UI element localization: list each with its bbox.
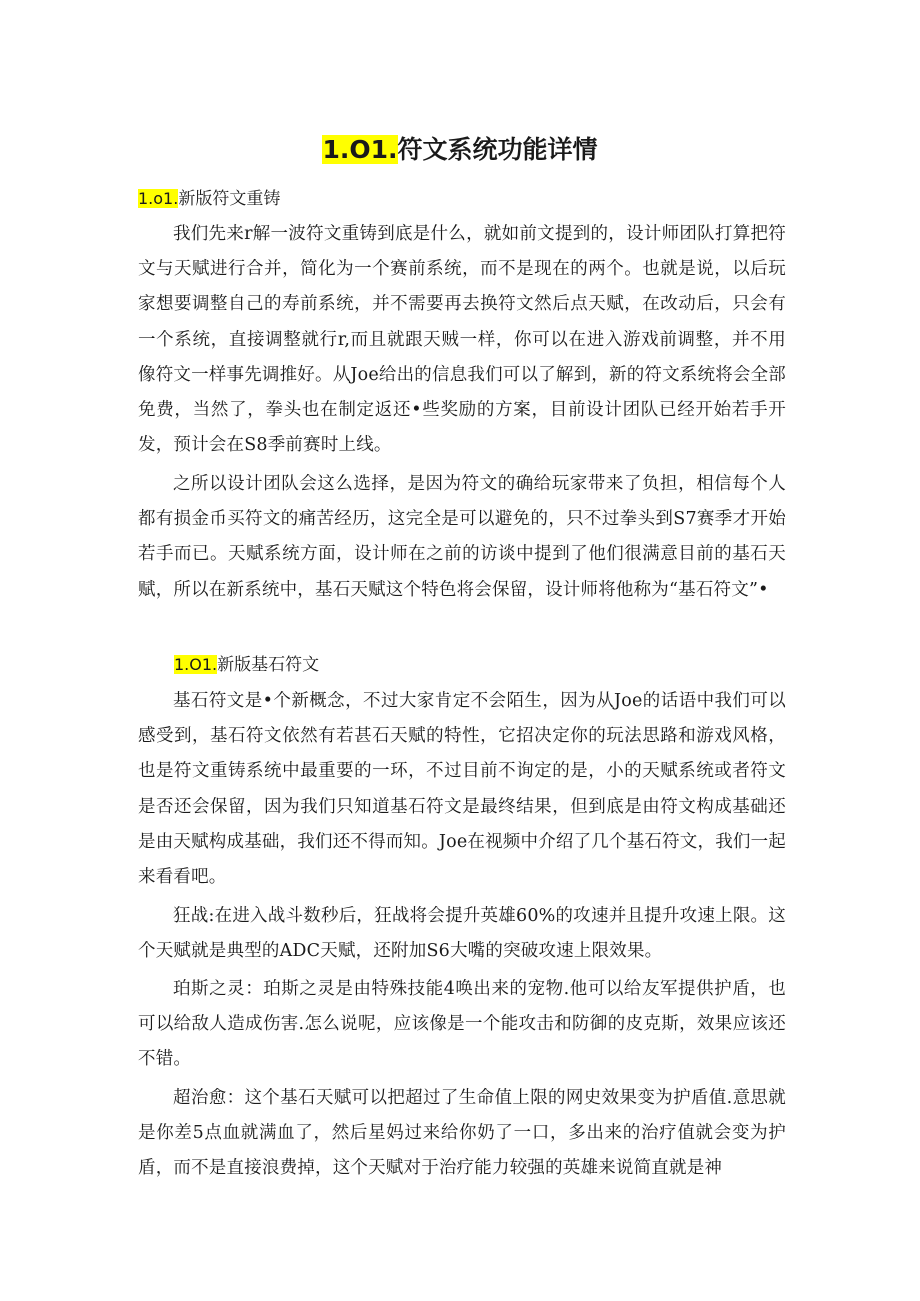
section-title-1: 新版符文重铸: [178, 189, 281, 209]
section-number-1: 1.o1.: [138, 189, 179, 208]
document-title: [0, 130, 920, 170]
paragraph-4: 狂战:在进入战斗数秒后，狂战将会提升英雄60%的攻速并且提升攻速上限。这个天赋就是典型的ADC天赋，还附加S6大嘴的突破攻速上限效果。: [138, 906, 786, 962]
paragraph-3: 基石符文是•个新概念，不过大家肯定不会陌生，因为从Joe的话语中我们可以感受到，基石符文依然有若甚石天赋的特性，它招决定你的玩法思路和游戏风格，也是符文重铸系统中最重要的一环，不过目前不询定的是，小的天赋系统或者符文是否还会保留，因为我们只知道基石符文是最终结果，但到底是由符文构成基础还是由天赋构成基础，我们还不得而知。Joe在视频中介绍了几个基石符文，我们一起来看看吧。: [138, 691, 787, 888]
paragraph-6: 超治愈：这个基石天赋可以把超过了生命值上限的网史效果变为护盾值.意思就是你差5点血就满血了，然后星妈过来给你奶了一口，多出来的治疗值就会变为护盾，而不是直接浪费掉，这个天赋对于治疗能力较强的英雄来说简直就是神: [138, 1088, 786, 1179]
section-heading-1: [138, 187, 280, 211]
paragraph-5: 珀斯之灵：珀斯之灵是由特殊技能4唤出来的宠物.他可以给友军提供护盾，也可以给敌人造成伤害.怎么说呢，应该像是一个能攻击和防御的皮克斯，效果应该还不错。: [138, 979, 786, 1070]
title-text: 符文系统功能详情: [397, 135, 598, 164]
section-number-2: 1.O1.: [174, 655, 218, 674]
title-number: 1.O1.: [322, 135, 398, 164]
paragraph-2: 之所以设计团队会这么选择，是因为符文的确给玩家带来了负担，相信每个人都有损金币买符文的痛苦经历，这完全是可以避免的，只不过拳头到S7赛季才开始若手而已。天赋系统方面，设计师在之前的访谈中提到了他们很满意目前的基石天赋，所以在新系统中，基石天赋这个特色将会保留，设计师将他称为“基石符文”•: [138, 474, 786, 600]
section-heading-2: [174, 653, 319, 677]
section-title-2: 新版基石符文: [217, 655, 320, 675]
paragraph-1: 我们先来r解一波符文重铸到底是什么，就如前文提到的，设计师团队打算把符文与天赋进行合并，简化为一个赛前系统，而不是现在的两个。也就是说，以后玩家想要调整自己的寿前系统，并不需要再去换符文然后点天赋，在改动后，只会有一个系统，直接调整就行r,而且就跟天贼一样，你可以在进入游戏前调整，并不用像符文一样事先调推好。从Joe给出的信息我们可以了解到，新的符文系统将会全部免费，当然了，拳头也在制定返还•些奖励的方案，目前设计团队已经开始若手开发，预计会在S8季前赛时上线。: [138, 224, 787, 456]
